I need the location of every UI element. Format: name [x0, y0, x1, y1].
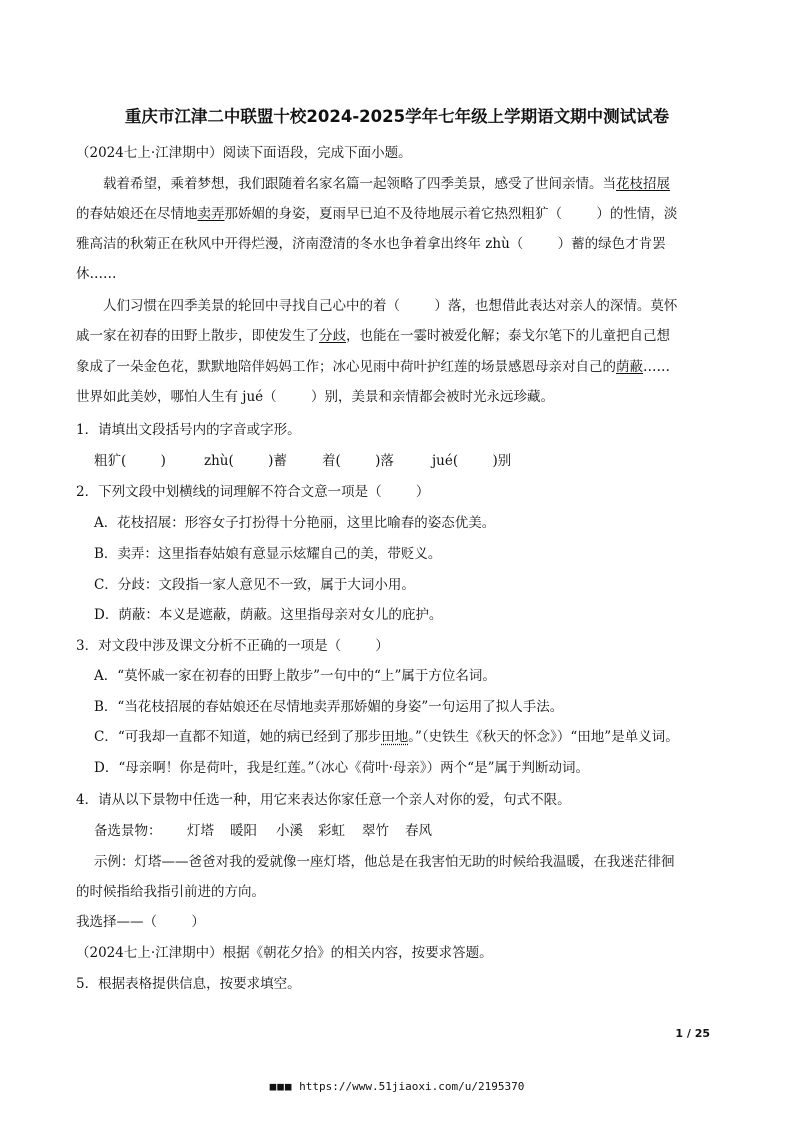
q1-blank-4: jué( )别 — [432, 453, 512, 469]
underlined-word-fenqi: 分歧 — [319, 328, 346, 344]
q1-blank-1: 粗犷( ) — [94, 453, 166, 469]
q3-option-d: D．“母亲啊！你是荷叶，我是红莲。”（冰心《荷叶·母亲》）两个“是”属于判断动词。 — [94, 760, 589, 776]
para1-line2-text-b: 那娇媚的身姿，夏雨早已迫不及待地展示着它热烈粗犷（ ）的性情，淡 — [224, 206, 678, 222]
q3-option-c — [94, 727, 679, 747]
para1-line1 — [103, 174, 670, 194]
q5-stem: 5．根据表格提供信息，按要求填空。 — [76, 976, 301, 992]
q3-option-b: B．“当花枝招展的春姑娘还在尽情地卖弄那娇媚的身姿”一句运用了拟人手法。 — [94, 699, 564, 715]
para2-line4: 世界如此美妙，哪怕人生有 jué（ ）别，美景和亲情都会被时光永远珍藏。 — [76, 389, 554, 405]
para2-line3 — [76, 357, 670, 377]
para1-line1-text: 载着希望，乘着梦想，我们跟随着名家名篇一起领略了四季美景，感受了世间亲情。当 — [103, 176, 616, 192]
q3-option-c-text-b: 。”（史铁生《秋天的怀念》）“田地”是单义词。 — [408, 729, 679, 745]
q4-example-line1: 示例：灯塔——爸爸对我的爱就像一座灯塔，他总是在我害怕无助的时候给我温暖，在我迷茫徘徊 — [94, 854, 675, 870]
q4-choice-blank: 我选择——（ ） — [76, 914, 205, 930]
intro2-text: （2024七上·江津期中）根据《朝花夕拾》的相关内容，按要求答题。 — [76, 945, 493, 961]
footer-watermark — [0, 1080, 794, 1093]
q1-blank-3: 着( )落 — [322, 453, 394, 469]
q4-item-5: 翠竹 — [362, 823, 389, 839]
q2-option-d: D．荫蔽：本义是遮蔽，荫蔽。这里指母亲对女儿的庇护。 — [94, 607, 443, 623]
para1-line2 — [76, 204, 677, 224]
q3-option-a: A．“莫怀戚一家在初春的田野上散步”一句中的“上”属于方位名词。 — [94, 668, 496, 684]
para2-line2 — [76, 326, 670, 346]
q4-item-6: 春风 — [405, 823, 432, 839]
q1-stem: 1．请填出文段括号内的字音或字形。 — [76, 422, 301, 438]
dotted-word-tiandi: 田地 — [381, 729, 409, 745]
para2-line2-text-b: ，也能在一霎时被爱化解；泰戈尔笔下的儿童把自己想 — [346, 328, 670, 344]
q4-options-label: 备选景物： — [94, 823, 162, 839]
para1-line3: 雅高洁的秋菊正在秋风中开得烂漫，济南澄清的冬水也争着拿出终年 zhù（ ）蓄的绿色才肯罢 — [76, 236, 666, 252]
q4-item-2: 暖阳 — [230, 823, 257, 839]
page-number: 1 / 25 — [675, 1027, 710, 1040]
para1-line4: 休…… — [76, 266, 117, 282]
q4-example-line2: 的时候指给我指引前进的方向。 — [76, 884, 265, 900]
q2-option-c: C．分歧：文段指一家人意见不一致，属于大词小用。 — [94, 577, 415, 593]
q4-item-4: 彩虹 — [318, 823, 345, 839]
page-title: 重庆市江津二中联盟十校2024-2025学年七年级上学期语文期中测试试卷 — [124, 107, 670, 126]
q2-stem: 2．下列文段中划横线的词理解不符合文意一项是（ ） — [76, 484, 430, 500]
q4-stem: 4．请从以下景物中任选一种，用它来表达你家任意一个亲人对你的爱，句式不限。 — [76, 792, 571, 808]
para2-line3-text-b: …… — [643, 359, 670, 375]
para1-line2-text-a: 的春姑娘还在尽情地 — [76, 206, 198, 222]
q4-item-3: 小溪 — [276, 823, 303, 839]
q1-blank-2: zhù( )蓄 — [204, 453, 287, 469]
q2-option-b: B．卖弄：这里指春姑娘有意显示炫耀自己的美，带贬义。 — [94, 546, 442, 562]
para2-line3-text-a: 象成了一朵金色花，默默地陪伴妈妈工作；冰心见雨中荷叶护红莲的场景感恩母亲对自己的 — [76, 359, 616, 375]
underlined-word-mainong: 卖弄 — [197, 206, 225, 222]
underlined-word-yinbi: 荫蔽 — [616, 359, 643, 375]
q4-item-1: 灯塔 — [187, 823, 214, 839]
para2-line2-text-a: 戚一家在初春的田野上散步，即使发生了 — [76, 328, 319, 344]
para2-line1: 人们习惯在四季美景的轮回中寻找自己心中的着（ ）落，也想借此表达对亲人的深情。莫怀 — [103, 298, 678, 314]
q2-option-a: A．花枝招展：形容女子打扮得十分艳丽，这里比喻春的姿态优美。 — [94, 515, 496, 531]
intro-text: （2024七上·江津期中）阅读下面语段，完成下面小题。 — [76, 145, 412, 161]
q3-option-c-text-a: C．“可我却一直都不知道，她的病已经到了那步 — [94, 729, 382, 745]
footer-link[interactable]: https://www.51jiaoxi.com/u/2195370 — [299, 1080, 525, 1093]
q3-stem: 3．对文段中涉及课文分析不正确的一项是（ ） — [76, 638, 389, 654]
footer-logo-icon: ■■■ — [269, 1080, 293, 1093]
underlined-phrase-huazhi: 花枝招展 — [616, 176, 670, 192]
